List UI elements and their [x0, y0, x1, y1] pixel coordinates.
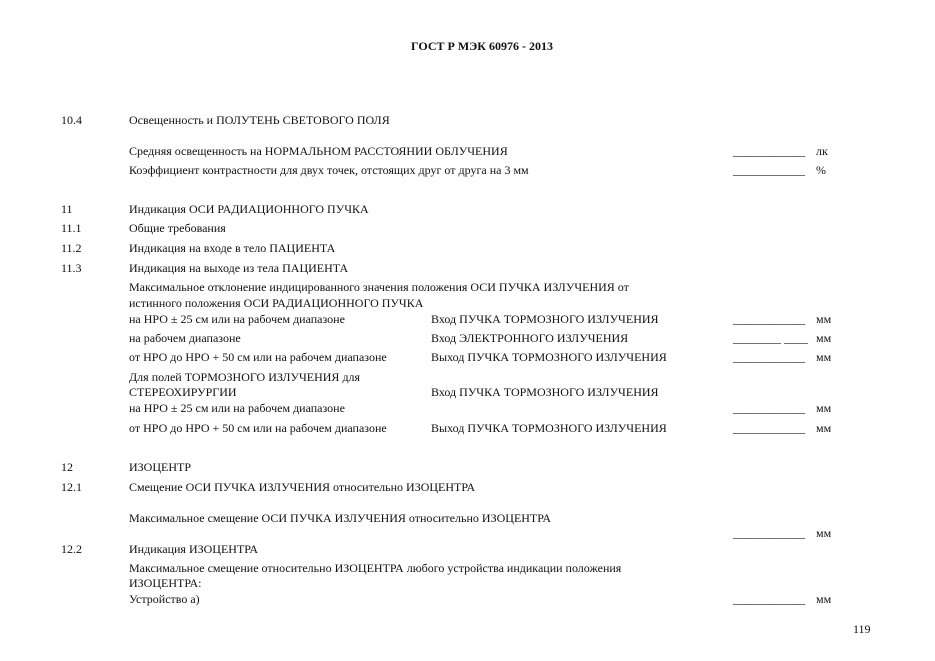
condition-text: от НРО до НРО + 50 см или на рабочем диапазоне	[129, 350, 387, 364]
beam-type: Выход ПУЧКА ТОРМОЗНОГО ИЗЛУЧЕНИЯ	[431, 421, 667, 435]
condition-text: на НРО ± 25 см или на рабочем диапазоне	[129, 312, 345, 326]
description-line: Максимальное отклонение индицированного значения положения ОСИ ПУЧКА ИЗЛУЧЕНИЯ от	[129, 280, 629, 294]
row-text: Коэффициент контрастности для двух точек, отстоящих друг от друга на 3 мм	[129, 163, 529, 177]
section-title: Индикация на выходе из тела ПАЦИЕНТА	[129, 261, 349, 275]
section-number: 11.3	[61, 261, 82, 275]
row-text: Средняя освещенность на НОРМАЛЬНОМ РАССТОЯНИИ ОБЛУЧЕНИЯ	[129, 144, 508, 158]
fill-blank: ____________	[733, 312, 805, 326]
fill-blank: ____________	[733, 144, 805, 158]
unit-label: лк	[816, 144, 828, 158]
unit-label: %	[816, 163, 826, 177]
beam-type: Выход ПУЧКА ТОРМОЗНОГО ИЗЛУЧЕНИЯ	[431, 350, 667, 364]
unit-label: мм	[816, 421, 832, 435]
section-title: Индикация на входе в тело ПАЦИЕНТА	[129, 241, 336, 255]
unit-label: мм	[816, 312, 832, 326]
section-title: ИЗОЦЕНТР	[129, 460, 192, 474]
beam-type: Вход ПУЧКА ТОРМОЗНОГО ИЗЛУЧЕНИЯ	[431, 385, 659, 399]
fill-blank: ____________	[733, 350, 805, 364]
section-number: 11	[61, 202, 73, 216]
unit-label: мм	[816, 401, 832, 415]
fill-blank: ____________	[733, 526, 805, 540]
document-header: ГОСТ Р МЭК 60976 - 2013	[411, 39, 553, 53]
description-line: истинного положения ОСИ РАДИАЦИОННОГО ПУЧКА	[129, 296, 424, 310]
description-line: Максимальное смещение относительно ИЗОЦЕНТРА любого устройства индикации положения	[129, 561, 622, 575]
page-number: 119	[853, 622, 871, 636]
section-number: 11.1	[61, 221, 82, 235]
section-number: 12.2	[61, 542, 82, 556]
fill-blank: ____________	[733, 592, 805, 606]
fill-blank: ____________	[733, 401, 805, 415]
unit-label: мм	[816, 526, 832, 540]
unit-label: мм	[816, 331, 832, 345]
description-line: ИЗОЦЕНТРА:	[129, 576, 202, 590]
condition-text: на НРО ± 25 см или на рабочем диапазоне	[129, 401, 345, 415]
unit-label: мм	[816, 350, 832, 364]
section-number: 12	[61, 460, 73, 474]
unit-label: мм	[816, 592, 832, 606]
fill-blank: ____________	[733, 421, 805, 435]
stereo-heading-line: Для полей ТОРМОЗНОГО ИЗЛУЧЕНИЯ для	[129, 370, 361, 384]
condition-text: на рабочем диапазоне	[129, 331, 241, 345]
section-number: 12.1	[61, 480, 82, 494]
section-title: Смещение ОСИ ПУЧКА ИЗЛУЧЕНИЯ относительно ИЗОЦЕНТРА	[129, 480, 476, 494]
section-title: Индикация ИЗОЦЕНТРА	[129, 542, 259, 556]
stereo-heading-line: СТЕРЕОХИРУРГИИ	[129, 385, 237, 399]
section-number: 10.4	[61, 113, 82, 127]
device-label: Устройство а)	[129, 592, 200, 606]
beam-type: Вход ПУЧКА ТОРМОЗНОГО ИЗЛУЧЕНИЯ	[431, 312, 659, 326]
beam-type: Вход ЭЛЕКТРОННОГО ИЗЛУЧЕНИЯ	[431, 331, 629, 345]
section-title: Освещенность и ПОЛУТЕНЬ СВЕТОВОГО ПОЛЯ	[129, 113, 390, 127]
section-title: Индикация ОСИ РАДИАЦИОННОГО ПУЧКА	[129, 202, 369, 216]
condition-text: от НРО до НРО + 50 см или на рабочем диапазоне	[129, 421, 387, 435]
section-number: 11.2	[61, 241, 82, 255]
section-title: Общие требования	[129, 221, 226, 235]
fill-blank: ____________	[733, 163, 805, 177]
fill-blank: ________ ____	[733, 331, 808, 345]
description-line: Максимальное смещение ОСИ ПУЧКА ИЗЛУЧЕНИЯ относительно ИЗОЦЕНТРА	[129, 511, 552, 525]
